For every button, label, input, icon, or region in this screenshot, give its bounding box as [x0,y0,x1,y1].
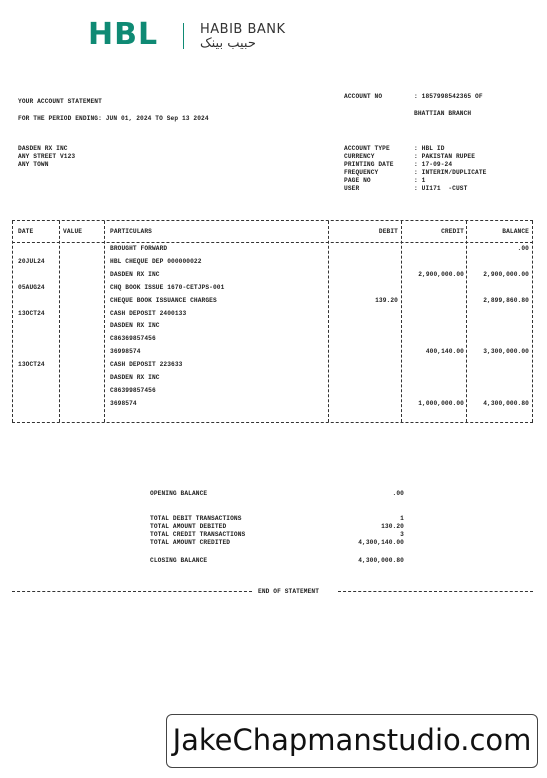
summary-label: CLOSING BALANCE [150,557,208,564]
cell-date: 13OCT24 [18,309,45,317]
column-header-balance: BALANCE [502,228,529,235]
summary-value: .00 [392,490,404,497]
cell-date: 20JUL24 [18,257,45,265]
column-divider [466,221,467,422]
bank-name-english: HABIB BANK [200,22,286,37]
summary-label: OPENING BALANCE [150,490,208,497]
detail-label: PAGE NO [344,177,371,184]
cell-balance: 2,900,000.00 [483,270,529,278]
summary-label: TOTAL AMOUNT CREDITED [150,539,231,546]
cell-particulars: C86369857456 [110,335,156,343]
cell-balance: .00 [517,245,529,252]
branch-name: BHATTIAN BRANCH [414,110,472,117]
end-divider-right [338,591,533,592]
detail-value: : INTERIM/DUPLICATE [414,169,487,176]
cell-particulars: CHQ BOOK ISSUE 1670-CETJPS-001 [110,283,225,291]
detail-label: CURRENCY [344,153,375,160]
summary-label: TOTAL CREDIT TRANSACTIONS [150,531,246,538]
cell-balance: 3,300,000.00 [483,348,529,356]
detail-label: USER [344,185,360,192]
detail-label: FREQUENCY [344,169,379,176]
cell-credit: 400,140.00 [425,348,464,356]
hbl-logo: HBL [88,17,159,52]
cell-date: 13OCT24 [18,361,45,369]
summary-value: 4,300,000.80 [358,557,404,564]
watermark-box [166,714,538,768]
cell-particulars: DASDEN RX INC [110,322,160,330]
summary-label: TOTAL DEBIT TRANSACTIONS [150,515,242,522]
account-no-label: ACCOUNT NO [344,93,383,100]
table-border-left [12,221,13,422]
detail-value: : 1 [414,177,426,184]
customer-town: ANY TOWN [18,161,49,168]
logo-divider [183,23,184,49]
table-border-right [532,221,533,422]
watermark-text: JakeChapmanstudio.com [172,723,532,757]
transactions-table [12,220,533,423]
summary-value: 3 [400,531,404,538]
customer-street: ANY STREET V123 [18,153,76,160]
summary-label: TOTAL AMOUNT DEBITED [150,523,227,530]
cell-balance: 2,899,860.80 [483,296,529,304]
cell-particulars: 36998574 [110,348,141,356]
cell-particulars: CASH DEPOSIT 2400133 [110,309,187,317]
cell-particulars: C86399857456 [110,386,156,394]
end-divider-left [12,591,252,592]
cell-balance: 4,300,000.80 [483,399,529,407]
column-divider [59,221,60,422]
summary-value: 4,300,140.00 [358,539,404,546]
statement-title: YOUR ACCOUNT STATEMENT [18,98,102,105]
cell-credit: 2,900,000.00 [418,270,464,278]
column-divider [104,221,105,422]
statement-period: FOR THE PERIOD ENDING: JUN 01, 2024 TO Sep 13 2024 [18,115,209,122]
column-header-particulars: PARTICULARS [110,228,152,235]
summary-value: 1 [400,515,404,522]
cell-credit: 1,000,000.00 [418,399,464,407]
cell-particulars: CHEQUE BOOK ISSUANCE CHARGES [110,296,217,304]
column-header-value: VALUE [63,228,83,235]
column-header-credit: CREDIT [441,228,464,235]
detail-value: : PAKISTAN RUPEE [414,153,476,160]
account-no-value: : 1857998542365 OF [414,93,483,100]
bank-name-urdu: حبیب بینک [200,36,256,51]
detail-label: PRINTING DATE [344,161,394,168]
column-divider [328,221,329,422]
cell-particulars: CASH DEPOSIT 223633 [110,361,183,369]
column-header-date: DATE [18,228,34,235]
detail-label: ACCOUNT TYPE [344,145,390,152]
cell-debit: 139.20 [375,296,398,304]
detail-value: : UI171 -CUST [414,185,468,192]
cell-particulars: BROUGHT FORWARD [110,245,168,252]
header-divider [12,242,533,243]
column-divider [401,221,402,422]
detail-value: : HBL ID [414,145,445,152]
cell-particulars: DASDEN RX INC [110,374,160,381]
detail-value: : 17-09-24 [414,161,453,168]
end-of-statement: END OF STATEMENT [258,588,320,595]
cell-particulars: 3698574 [110,399,137,407]
cell-particulars: HBL CHEQUE DEP 000000022 [110,257,202,265]
cell-particulars: DASDEN RX INC [110,270,160,278]
summary-value: 130.20 [381,523,404,530]
cell-date: 05AUG24 [18,283,45,291]
column-header-debit: DEBIT [378,228,398,235]
customer-name: DASDEN RX INC [18,145,68,152]
